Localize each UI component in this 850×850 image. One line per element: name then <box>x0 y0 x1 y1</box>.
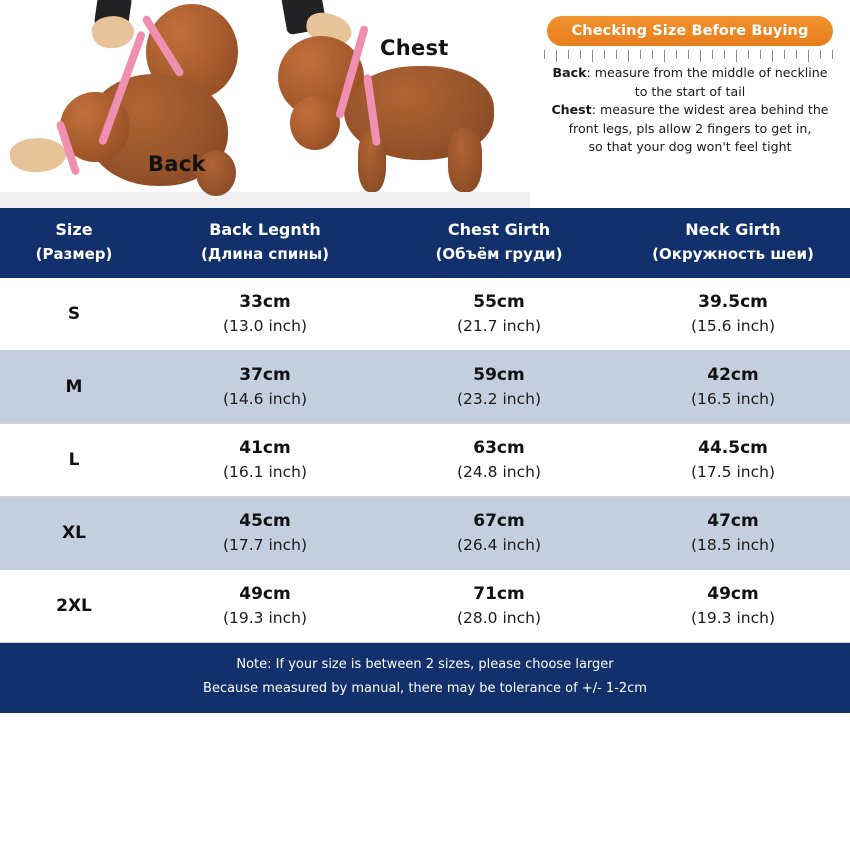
cell-back-cm: 33cm <box>239 292 291 312</box>
cell-neck-inch: (15.6 inch) <box>690 317 775 335</box>
cell-back-inch: (13.0 inch) <box>222 317 307 335</box>
cell-back <box>148 570 382 643</box>
cell-neck-cm: 44.5cm <box>698 438 768 458</box>
cell-neck <box>616 424 850 497</box>
instruction-chest-line-3: so that your dog won't feel tight <box>588 139 792 154</box>
photo-floor-right <box>262 192 530 208</box>
cell-chest-inch: (23.2 inch) <box>456 390 541 408</box>
size-chart-table <box>0 208 850 713</box>
cell-back-inch: (19.3 inch) <box>222 609 307 627</box>
cell-chest-cm: 55cm <box>473 292 525 312</box>
table-row <box>0 570 850 643</box>
cell-neck-inch: (16.5 inch) <box>690 390 775 408</box>
instruction-back-line <box>540 64 840 83</box>
table-row <box>0 424 850 497</box>
header-neck-en: Neck Girth <box>685 220 781 239</box>
cell-chest-inch: (24.8 inch) <box>456 463 541 481</box>
cell-chest-cm: 63cm <box>473 438 525 458</box>
cell-size: M <box>0 351 148 424</box>
cell-back-cm: 37cm <box>239 365 291 385</box>
cell-back-cm: 41cm <box>239 438 291 458</box>
cell-chest <box>382 351 616 424</box>
header-chest-ru: (Объём груди) <box>435 245 563 263</box>
cell-chest <box>382 424 616 497</box>
header-size-en: Size <box>55 220 93 239</box>
back-label: Back <box>148 152 206 176</box>
dog-back-measure-photo <box>0 0 262 208</box>
instruction-banner: Checking Size Before Buying <box>547 16 833 46</box>
cell-back-inch: (14.6 inch) <box>222 390 307 408</box>
table-row <box>0 278 850 351</box>
header-back-ru: (Длина спины) <box>201 245 329 263</box>
cell-neck-cm: 47cm <box>707 511 759 531</box>
cell-neck <box>616 570 850 643</box>
instruction-back-text: : measure from the middle of neckline <box>586 65 828 80</box>
footer-row <box>0 643 850 714</box>
cell-chest <box>382 570 616 643</box>
cell-chest <box>382 497 616 570</box>
cell-back <box>148 497 382 570</box>
dog-rear-leg <box>448 128 482 192</box>
header-chest-en: Chest Girth <box>447 220 551 239</box>
header-neck-ru: (Окружность шеи) <box>652 245 814 263</box>
cell-chest-cm: 59cm <box>473 365 525 385</box>
cell-neck-inch: (19.3 inch) <box>690 609 775 627</box>
header-size <box>0 208 148 278</box>
instruction-chest-line-2: front legs, pls allow 2 fingers to get in, <box>568 120 812 136</box>
cell-neck-cm: 39.5cm <box>698 292 768 312</box>
cell-back-inch: (16.1 inch) <box>222 463 307 481</box>
dog-muzzle-shape <box>290 96 340 150</box>
table-footer <box>0 643 850 714</box>
footer-note-line-1: Note: If your size is between 2 sizes, please choose larger <box>236 657 614 672</box>
cell-chest-inch: (26.4 inch) <box>456 536 541 554</box>
header-neck-girth <box>616 208 850 278</box>
instruction-chest-term: Chest <box>551 102 592 117</box>
cell-back <box>148 424 382 497</box>
cell-size: L <box>0 424 148 497</box>
cell-neck-cm: 49cm <box>707 584 759 604</box>
ruler-graphic <box>540 50 840 62</box>
cell-neck <box>616 497 850 570</box>
chest-label: Chest <box>380 36 449 60</box>
cell-neck <box>616 278 850 351</box>
table-row <box>0 351 850 424</box>
cell-back-cm: 49cm <box>239 584 291 604</box>
hand-shape-lower <box>8 135 67 175</box>
cell-chest-cm: 71cm <box>473 584 525 604</box>
cell-neck-cm: 42cm <box>707 365 759 385</box>
cell-neck <box>616 351 850 424</box>
top-illustration-band <box>0 0 850 208</box>
instruction-text <box>540 64 840 157</box>
footer-note-line-2: Because measured by manual, there may be tolerance of +/- 1-2cm <box>203 681 647 696</box>
cell-size: S <box>0 278 148 351</box>
instruction-back-line-2: to the start of tail <box>634 83 746 99</box>
table-row <box>0 497 850 570</box>
cell-chest-inch: (21.7 inch) <box>456 317 541 335</box>
footer-note <box>0 643 850 714</box>
cell-back <box>148 278 382 351</box>
cell-back-inch: (17.7 inch) <box>222 536 307 554</box>
cell-neck-inch: (17.5 inch) <box>690 463 775 481</box>
header-size-ru: (Размер) <box>35 245 113 263</box>
header-back-length <box>148 208 382 278</box>
cell-neck-inch: (18.5 inch) <box>690 536 775 554</box>
header-row <box>0 208 850 278</box>
instruction-back-term: Back <box>552 65 587 80</box>
cell-chest <box>382 278 616 351</box>
table-body <box>0 278 850 643</box>
header-back-en: Back Legnth <box>209 220 321 239</box>
cell-size: 2XL <box>0 570 148 643</box>
cell-back-cm: 45cm <box>239 511 291 531</box>
cell-chest-cm: 67cm <box>473 511 525 531</box>
header-chest-girth <box>382 208 616 278</box>
cell-back <box>148 351 382 424</box>
dog-chest-measure-photo <box>262 0 530 208</box>
instruction-panel <box>530 0 850 208</box>
instruction-chest-line <box>540 101 840 120</box>
instruction-chest-text: : measure the widest area behind the <box>591 102 829 117</box>
cell-size: XL <box>0 497 148 570</box>
cell-chest-inch: (28.0 inch) <box>456 609 541 627</box>
table-header <box>0 208 850 278</box>
